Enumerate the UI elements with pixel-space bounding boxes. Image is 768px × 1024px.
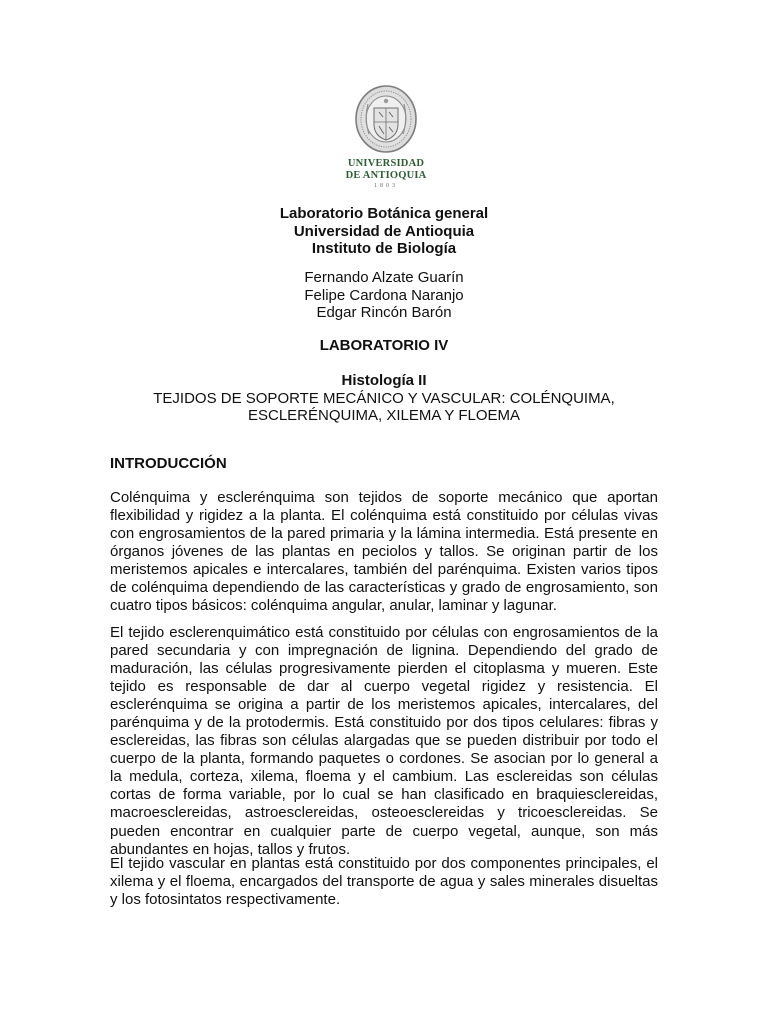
topic-title-line1: TEJIDOS DE SOPORTE MECÁNICO Y VASCULAR: COLÉNQUIMA, bbox=[153, 389, 615, 407]
topic-title-line2: ESCLERÉNQUIMA, XILEMA Y FLOEMA bbox=[247, 407, 521, 424]
author-name: Fernando Alzate Guarín bbox=[304, 269, 464, 286]
topic-block bbox=[100, 372, 668, 425]
header-university: Universidad de Antioquia bbox=[293, 222, 475, 240]
intro-heading: INTRODUCCIÓN bbox=[110, 455, 227, 472]
intro-paragraph-1: Colénquima y esclerénquima son tejidos de soporte mecánico que aportan flexibilidad y rigidez a la planta. El colénquima está constituido por células vivas con engrosamientos de la pared primaria y la lámina intermedia. Está presente en órganos jóvenes de las plantas en peciolos y tallos. Se originan partir de los meristemos apicales e intercalares, también del parénquima. Existen varios tipos de colénquima dependiendo de las características y grado de engrosamiento, son cuatro tipos básicos: colénquima angular, anular, laminar y lagunar. bbox=[110, 489, 658, 615]
author-name: Felipe Cardona Naranjo bbox=[304, 286, 464, 304]
logo-university-name-line2: DE ANTIOQUIA bbox=[345, 170, 427, 181]
header-lab-name: Laboratorio Botánica general bbox=[279, 205, 489, 222]
author-name: Edgar Rincón Barón bbox=[316, 304, 452, 321]
document-header bbox=[100, 205, 668, 258]
author-list bbox=[100, 269, 668, 322]
logo-university-name-line1: UNIVERSIDAD bbox=[347, 158, 425, 169]
intro-paragraph-3: El tejido vascular en plantas está constituido por dos componentes principales, el xilema y el floema, encargados del transporte de agua y sales minerales disueltas y los fotosintatos respectivamente. bbox=[110, 855, 658, 909]
logo-founding-year: 1803 bbox=[374, 183, 398, 189]
lab-title: LABORATORIO IV bbox=[319, 337, 449, 354]
header-institute: Instituto de Biología bbox=[311, 240, 457, 257]
intro-paragraph-2: El tejido esclerenquimático está constituido por células con engrosamientos de la pared secundaria y con impregnación de lignina. Dependiendo del grado de maduración, las células progresivamente pierden el citoplasma y mueren. Este tejido es responsable de dar al cuerpo vegetal rigidez y resistencia. El esclerénquima se origina a partir de los meristemos apicales, intercalares, del parénquima y de la protodermis. Está constituido por dos tipos celulares: fibras y esclereidas, las fibras son células alargadas que se pueden distribuir por todo el cuerpo de la planta, formando paquetes o cordones. Se asocian por lo general a la medula, corteza, xilema, floema y el cambium. Las esclereidas son células cortas de forma variable, por lo cual se han clasificado en braquiesclereidas, macroesclereidas, astroesclereidas, osteoesclereidas y tricoesclereidas. Se pueden encontrar en cualquier parte de cuerpo vegetal, aunque, son más abundantes en hojas, tallos y frutos. bbox=[110, 624, 658, 858]
university-seal-icon bbox=[354, 84, 418, 154]
topic-subtitle: Histología II bbox=[341, 372, 427, 389]
university-logo bbox=[339, 84, 433, 194]
